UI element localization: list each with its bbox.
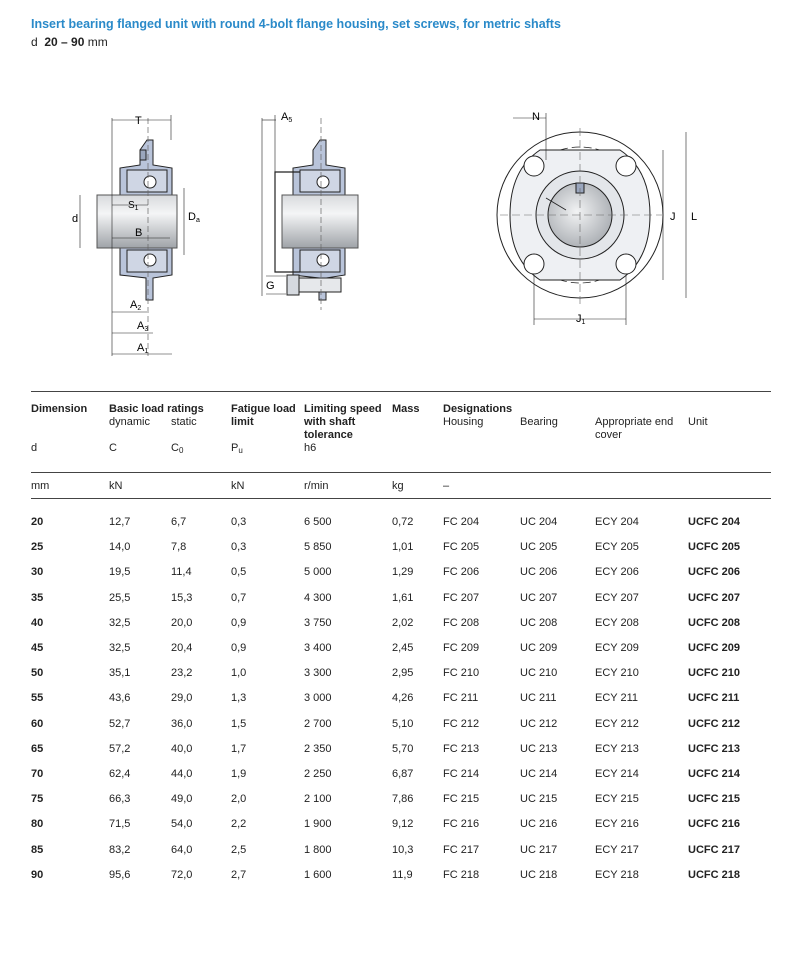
- cell-speed: 2 100: [304, 793, 332, 806]
- cell-housing: FC 207: [443, 591, 480, 604]
- cell-mass: 11,9: [392, 868, 413, 881]
- cell-unit: UCFC 216: [688, 818, 740, 831]
- label-A2: A2: [130, 299, 142, 312]
- cell-end-cover: ECY 214: [595, 768, 639, 780]
- cell-speed: 1 600: [304, 868, 332, 881]
- subtitle-symbol: d: [31, 35, 38, 49]
- label-Da: Da: [188, 211, 200, 224]
- cell-dynamic: 35,1: [109, 667, 131, 680]
- cell-dimension: 60: [31, 717, 44, 730]
- cell-speed: 6 500: [304, 516, 332, 528]
- cell-end-cover: ECY 210: [595, 667, 639, 680]
- cell-bearing: UC 205: [520, 541, 558, 554]
- cell-static: 11,4: [171, 566, 192, 579]
- cell-static: 49,0: [171, 793, 193, 806]
- cell-mass: 0,72: [392, 516, 414, 528]
- cell-dimension: 50: [31, 667, 44, 680]
- front-view-drawing: [497, 113, 686, 325]
- cell-housing: FC 218: [443, 868, 480, 881]
- cell-end-cover: ECY 216: [595, 818, 639, 831]
- cell-fatigue: 1,3: [231, 692, 247, 705]
- header-mass: Mass: [392, 403, 420, 415]
- unit-C: kN: [109, 480, 123, 492]
- cell-unit: UCFC 207: [688, 591, 740, 604]
- unit-designation: –: [443, 480, 450, 492]
- cell-speed: 5 000: [304, 566, 332, 579]
- header-unit: Unit: [688, 416, 708, 428]
- cell-housing: FC 211: [443, 692, 479, 705]
- cell-speed: 2 700: [304, 717, 332, 730]
- cell-end-cover: ECY 206: [595, 566, 639, 579]
- cell-dimension: 30: [31, 566, 44, 579]
- cell-static: 7,8: [171, 541, 187, 554]
- cell-fatigue: 1,9: [231, 768, 247, 780]
- cell-mass: 2,95: [392, 667, 414, 680]
- cell-dimension: 55: [31, 692, 44, 705]
- cell-dynamic: 57,2: [109, 742, 131, 755]
- cell-mass: 5,70: [392, 742, 414, 755]
- cell-end-cover: ECY 211: [595, 692, 639, 705]
- cell-housing: FC 214: [443, 768, 480, 780]
- cell-mass: 9,12: [392, 818, 414, 831]
- page-title: Insert bearing flanged unit with round 4-bolt flange housing, set screws, for metric shafts: [31, 17, 561, 31]
- unit-speed: r/min: [304, 480, 329, 492]
- cell-static: 64,0: [171, 843, 193, 856]
- table-rule-symbols: [31, 472, 771, 473]
- cell-unit: UCFC 215: [688, 793, 740, 806]
- cell-unit: UCFC 214: [688, 768, 740, 780]
- cell-fatigue: 0,3: [231, 541, 247, 554]
- cell-unit: UCFC 206: [688, 566, 740, 579]
- unit-mass: kg: [392, 480, 404, 492]
- cell-unit: UCFC 211: [688, 692, 740, 705]
- unit-Pu: kN: [231, 480, 245, 492]
- cell-housing: FC 217: [443, 843, 480, 856]
- symbol-C0: $C_0$: [171, 442, 184, 455]
- cell-mass: 5,10: [392, 717, 414, 730]
- cell-end-cover: ECY 204: [595, 516, 639, 528]
- cell-bearing: UC 215: [520, 793, 558, 806]
- cell-dimension: 25: [31, 541, 44, 554]
- symbol-d: d: [31, 442, 38, 454]
- cell-dimension: 20: [31, 516, 44, 528]
- cell-unit: UCFC 217: [688, 843, 740, 856]
- technical-drawings: [0, 0, 806, 380]
- symbol-Pu: $P_u$: [231, 442, 243, 455]
- cell-speed: 5 850: [304, 541, 332, 554]
- cell-end-cover: ECY 208: [595, 616, 639, 629]
- cell-dynamic: 25,5: [109, 591, 131, 604]
- cell-fatigue: 0,9: [231, 642, 247, 654]
- cell-mass: 1,61: [392, 591, 414, 604]
- cell-bearing: UC 213: [520, 742, 558, 755]
- cell-dimension: 45: [31, 642, 44, 654]
- cell-static: 40,0: [171, 742, 193, 755]
- cell-static: 36,0: [171, 717, 193, 730]
- cell-bearing: UC 212: [520, 717, 558, 730]
- cell-housing: FC 212: [443, 717, 480, 730]
- cell-dimension: 80: [31, 818, 44, 831]
- cell-static: 15,3: [171, 591, 193, 604]
- cell-fatigue: 2,7: [231, 868, 247, 881]
- subtitle-unit: mm: [87, 35, 108, 49]
- header-bearing: Bearing: [520, 416, 558, 428]
- label-G: G: [266, 280, 275, 292]
- cell-housing: FC 215: [443, 793, 480, 806]
- cell-static: 20,0: [171, 616, 193, 629]
- cell-static: 44,0: [171, 768, 193, 780]
- cell-mass: 6,87: [392, 768, 414, 780]
- cell-fatigue: 0,9: [231, 616, 247, 629]
- cell-dynamic: 95,6: [109, 868, 131, 881]
- cell-dynamic: 66,3: [109, 793, 131, 806]
- label-A5: A5: [281, 111, 293, 124]
- cell-housing: FC 216: [443, 818, 480, 831]
- cell-dynamic: 62,4: [109, 768, 131, 780]
- header-dimension: Dimension: [31, 403, 88, 415]
- cell-speed: 1 800: [304, 843, 332, 856]
- header-housing: Housing: [443, 416, 484, 428]
- cell-static: 54,0: [171, 818, 193, 831]
- table-rule-top: [31, 391, 771, 392]
- cell-dynamic: 32,5: [109, 642, 131, 654]
- cell-dimension: 85: [31, 843, 44, 856]
- cell-unit: UCFC 204: [688, 516, 740, 528]
- label-B: B: [135, 227, 143, 239]
- label-d: d: [72, 213, 79, 225]
- cell-static: 20,4: [171, 642, 193, 654]
- label-N: N: [532, 111, 540, 123]
- cell-mass: 10,3: [392, 843, 414, 856]
- cell-unit: UCFC 210: [688, 667, 740, 680]
- label-J1: J1: [576, 313, 586, 326]
- cell-static: 29,0: [171, 692, 193, 705]
- cell-end-cover: ECY 217: [595, 843, 639, 856]
- cell-speed: 3 750: [304, 616, 332, 629]
- cell-end-cover: ECY 215: [595, 793, 639, 806]
- cell-speed: 1 900: [304, 818, 332, 831]
- cell-housing: FC 209: [443, 642, 480, 654]
- cell-housing: FC 205: [443, 541, 480, 554]
- cell-dimension: 40: [31, 616, 44, 629]
- header-fatigue-2: limit: [231, 416, 254, 428]
- cell-housing: FC 204: [443, 516, 480, 528]
- cell-unit: UCFC 212: [688, 717, 740, 730]
- cell-mass: 1,29: [392, 566, 414, 579]
- cell-speed: 2 350: [304, 742, 332, 755]
- cell-dynamic: 83,2: [109, 843, 131, 856]
- cell-dimension: 35: [31, 591, 44, 604]
- cell-fatigue: 0,7: [231, 591, 247, 604]
- cell-bearing: UC 214: [520, 768, 558, 780]
- cell-bearing: UC 217: [520, 843, 558, 856]
- cell-dimension: 65: [31, 742, 44, 755]
- cell-end-cover: ECY 218: [595, 868, 639, 881]
- symbol-C: C: [109, 442, 117, 454]
- cell-bearing: UC 208: [520, 616, 558, 629]
- cell-unit: UCFC 205: [688, 541, 740, 554]
- header-designations: Designations: [443, 403, 513, 415]
- cell-dynamic: 19,5: [109, 566, 131, 579]
- header-basic-load: Basic load ratings: [109, 403, 204, 415]
- header-fatigue-1: Fatigue load: [231, 403, 296, 415]
- cell-fatigue: 0,3: [231, 516, 247, 528]
- cell-bearing: UC 216: [520, 818, 558, 831]
- cell-dynamic: 14,0: [109, 541, 131, 554]
- label-A3: A3: [137, 320, 149, 333]
- cell-housing: FC 210: [443, 667, 480, 680]
- cell-dynamic: 71,5: [109, 818, 131, 831]
- cell-end-cover: ECY 209: [595, 642, 639, 654]
- header-speed-2: with shaft: [304, 416, 356, 428]
- cell-bearing: UC 206: [520, 566, 558, 579]
- cell-speed: 3 300: [304, 667, 332, 680]
- cell-end-cover: ECY 213: [595, 742, 639, 755]
- cell-end-cover: ECY 205: [595, 541, 639, 554]
- header-end-cover-1: Appropriate end: [595, 416, 674, 428]
- cell-dimension: 70: [31, 768, 44, 780]
- cell-mass: 2,02: [392, 616, 414, 629]
- cell-dynamic: 12,7: [109, 516, 131, 528]
- cell-unit: UCFC 208: [688, 616, 740, 629]
- label-J: J: [670, 211, 676, 223]
- cell-fatigue: 2,5: [231, 843, 247, 856]
- cell-bearing: UC 209: [520, 642, 558, 654]
- cell-bearing: UC 211: [520, 692, 557, 705]
- cell-static: 6,7: [171, 516, 187, 528]
- section-drawing-left: [80, 115, 184, 356]
- cell-housing: FC 213: [443, 742, 480, 755]
- header-static: static: [171, 416, 197, 428]
- cell-mass: 1,01: [392, 541, 414, 554]
- cell-speed: 3 000: [304, 692, 332, 705]
- cell-housing: FC 208: [443, 616, 480, 629]
- cell-speed: 4 300: [304, 591, 332, 604]
- cell-unit: UCFC 209: [688, 642, 740, 654]
- cell-fatigue: 2,0: [231, 793, 247, 806]
- section-drawing-middle: [262, 115, 358, 310]
- cell-mass: 4,26: [392, 692, 414, 705]
- cell-bearing: UC 204: [520, 516, 558, 528]
- cell-end-cover: ECY 212: [595, 717, 639, 730]
- cell-static: 72,0: [171, 868, 193, 881]
- cell-dimension: 75: [31, 793, 44, 806]
- cell-fatigue: 2,2: [231, 818, 247, 831]
- table-rule-units: [31, 498, 771, 499]
- cell-speed: 2 250: [304, 768, 332, 780]
- label-A1: A1: [137, 342, 149, 355]
- cell-end-cover: ECY 207: [595, 591, 639, 604]
- label-S1: $S_1$: [128, 200, 139, 212]
- cell-dynamic: 43,6: [109, 692, 131, 705]
- subtitle-range: 20 – 90: [44, 35, 85, 49]
- header-speed-3: tolerance: [304, 429, 353, 441]
- label-T: T: [135, 115, 142, 127]
- cell-dimension: 90: [31, 868, 44, 881]
- label-L: L: [691, 211, 698, 223]
- cell-fatigue: 1,5: [231, 717, 247, 730]
- cell-dynamic: 32,5: [109, 616, 131, 629]
- cell-unit: UCFC 218: [688, 868, 740, 881]
- cell-static: 23,2: [171, 667, 193, 680]
- cell-fatigue: 1,0: [231, 667, 247, 680]
- header-speed-4: h6: [304, 442, 317, 454]
- cell-bearing: UC 210: [520, 667, 558, 680]
- cell-fatigue: 0,5: [231, 566, 247, 579]
- cell-speed: 3 400: [304, 642, 332, 654]
- header-speed-1: Limiting speed: [304, 403, 382, 415]
- cell-fatigue: 1,7: [231, 742, 247, 755]
- cell-housing: FC 206: [443, 566, 480, 579]
- cell-dynamic: 52,7: [109, 717, 131, 730]
- cell-unit: UCFC 213: [688, 742, 740, 755]
- unit-d: mm: [31, 480, 50, 492]
- header-dynamic: dynamic: [109, 416, 150, 428]
- cell-mass: 2,45: [392, 642, 414, 654]
- cell-mass: 7,86: [392, 793, 414, 806]
- header-end-cover-2: cover: [595, 429, 622, 441]
- cell-bearing: UC 207: [520, 591, 558, 604]
- cell-bearing: UC 218: [520, 868, 558, 881]
